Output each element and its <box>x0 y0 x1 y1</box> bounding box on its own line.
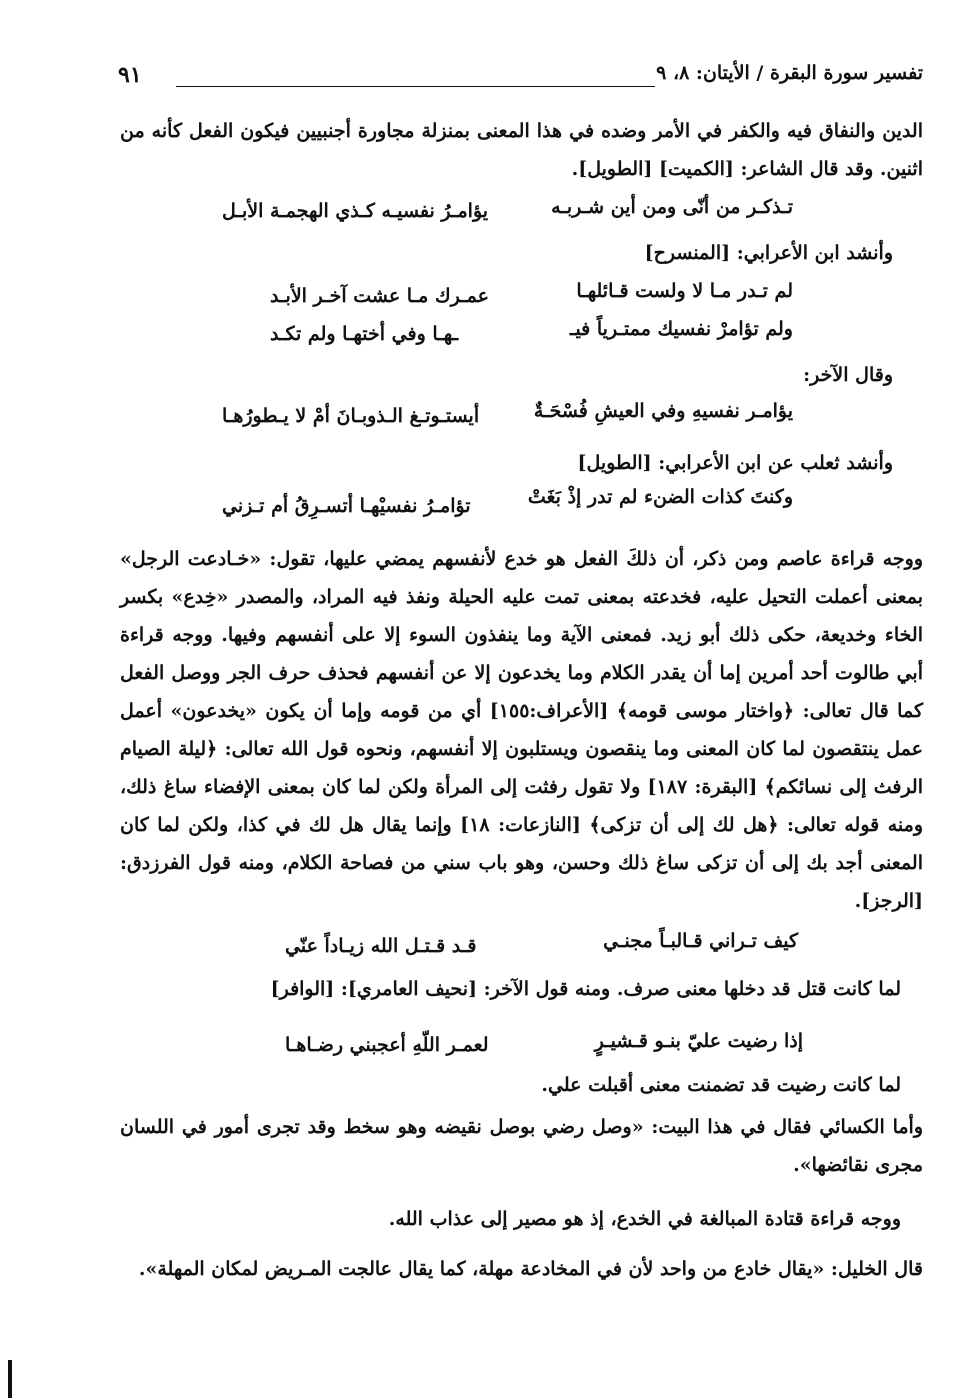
intro-line-3: وقال الآخر: <box>803 364 893 386</box>
verse-4-right: يؤامـر نفسيهِ وفي العيشِ فُسْحَـةٌ <box>533 400 793 422</box>
intro-line-2: وأنشد ابن الأعرابي: [المنسرح] <box>644 242 893 264</box>
intro-line-4: وأنشد ثعلب عن ابن الأعرابي: [الطويل] <box>577 452 893 474</box>
header-rule <box>176 86 655 87</box>
margin-mark <box>8 1360 12 1398</box>
verse-2-right: لم تـدر مـا لا ولست قـائلهـا <box>576 280 793 302</box>
line-7: لما كانت قتل قد دخلها معنى صرف. ومنه قول الآخر: [نحيف العامري]: [الوافر] <box>270 978 901 1000</box>
paragraph-1: الدين والنفاق فيه والكفر في الأمر وضده في هذا المعنى بمنزلة مجاورة أجنبيين فيكون الفعل كأنه من اثنين. وقد قال الشاعر: [الكميت] [الطويل]. <box>120 120 923 180</box>
line-9: ووجه قراءة قتادة المبالغة في الخدع، إذ هو مصير إلى عذاب الله. <box>388 1208 901 1230</box>
verse-1-left: يؤامـرُ نفسيـه كـذي الهجمـة الأبـل <box>222 200 489 222</box>
verse-7-right: إذا رضيت عليّ بنـو قـشيـرٍ <box>594 1030 803 1052</box>
verse-6-right: كيف تـراني قـالبـاً مجنـي <box>603 930 798 952</box>
paragraph-4: قال الخليل: «يقال خادع من واحد لأن في المخادعة مهلة، كما يقال عالجت المـريض لمكان المهلة». <box>138 1258 923 1280</box>
verse-6-left: قـد قـتـل الله زيـاداً عنّي <box>285 935 477 957</box>
running-header <box>118 62 923 96</box>
paragraph-2: ووجه قراءة عاصم ومن ذكر، أن ذلكَ الفعل هو خدع لأنفسهم يمضي عليها، تقول: «خـادعت الرجل» بمعنى أعملت التحيل عليه، فخدعته بمعنى تمت عليه الحيلة ونفذ فيه المراد، والمصدر «خِدع» بكسر الخاء وخديعة، حكى ذلك أبو زيد. فمعنى الآية وما ينفذون السوء إلا على أنفسهم وفيها. ووجه قراءة أبي طالوت أحد أمرين إما أن يقدر الكلام وما يخدعون إلا عن أنفسهم فحذف حرف الجر ووصل الفعل كما قال تعالى: ﴿واختار موسى قومه﴾ [الأعراف:١٥٥] أي من قومه وإما أن يكون «يخدعون» أعمل عمل ينتقصون لما كان المعنى وما ينقصون ويستلبون إلا أنفسهم، ونحوه قول الله تعالى: ﴿ليلة الصيام الرفث إلى نسائكم﴾ [البقرة: ١٨٧] ولا تقول رفثت إلى المرأة ولكن لما كان بمعنى الإفضاء ساغ ذلك، ومنه قوله تعالى: ﴿هل لك إلى أن تزكى﴾ [النازعات: ١٨] وإنما يقال هل لك في كذا، ولكن لما كان المعنى أجد بك إلى أن تزكى ساغ ذلك وحسن، وهو باب سني من فصاحة الكلام، ومنه قول الفرزدق: [الرجز]. <box>120 548 923 912</box>
verse-7-left: لعمـر اللّهِ أعجبني رضـاهـا <box>285 1034 489 1056</box>
page-number: ٩١ <box>118 62 142 88</box>
line-8: لما كانت رضيت قد تضمنت معنى أقبلت علي. <box>541 1074 901 1096</box>
verse-3-right: ولم تؤامرْ نفسيك ممتـرياً فيـ <box>569 318 793 340</box>
verse-3-left: ـهـا وفي أختهـا ولم تكـد <box>270 323 459 345</box>
verse-2-left: عمـرك مـا عشت آخـر الأبـد <box>270 285 489 307</box>
verse-1-right: تـذكـر من أنّى ومن أين شـربـه <box>551 196 793 218</box>
header-title: تفسير سورة البقرة / الأيتان: ٨، ٩ <box>656 62 923 84</box>
verse-5-right: وكنتَ كذات الضنء لم تدر إذْ بَغَتْ <box>527 486 793 508</box>
verse-4-left: أيستـوتـغ الـذوبـانَ أمْ لا يـطورُهـا <box>222 405 480 427</box>
paragraph-3: وأما الكسائي فقال في هذا البيت: «وصل رضي بوصل نقيضه وهو سخط وقد تجرى أمور في اللسان مجرى نقائضها». <box>120 1116 923 1176</box>
verse-5-left: تؤامـرُ نفسيْهـا أتسـرِقُ أم تـزني <box>222 495 471 517</box>
